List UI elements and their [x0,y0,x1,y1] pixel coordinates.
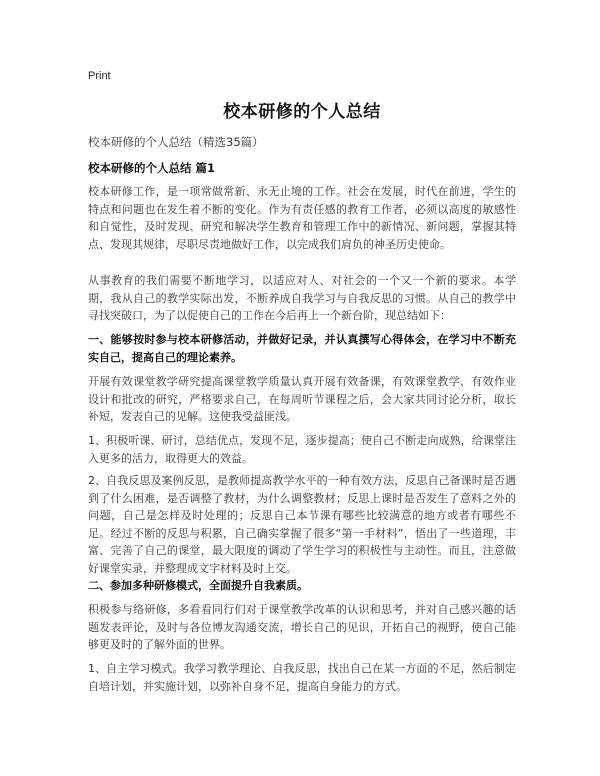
paragraph-item-1: 1、积极听课、研讨，总结优点，发现不足，逐步提高；使自己不断走向成熟，给课堂注入更多的活力，取得更大的效益。 [88,434,516,465]
document-subtitle: 校本研修的个人总结（精选35篇） [88,135,264,149]
heading-point-one: 一、能够按时参与校本研修活动，并做好记录，并认真撰写心得体会，在学习中不断充实自己，提高自己的理论素养。 [88,333,516,364]
print-label[interactable]: Print [88,70,111,82]
paragraph-intro: 校本研修工作，是一项常做常新、永无止境的工作。社会在发展，时代在前进，学生的特点和问题也在发生着不断的变化。作为有责任感的教育工作者，必须以高度的敏感性和自觉性，及时发现、研究和解决学生教育和管理工作中的新情况、新问题，掌握其特点、发现其规律，尽职尽责地做好工作，以完成我们肩负的神圣历史使命。 [88,185,516,251]
section-heading: 校本研修的个人总结 篇1 [88,161,216,175]
heading-point-two: 二、参加多种研修模式，全面提升自我素质。 [88,579,308,592]
paragraph-summary-intro: 从事教育的我们需要不断地学习，以适应对人、对社会的一个又一个新的要求。本学期，我从自己的教学实际出发，不断养成自我学习与自我反思的习惯。从自己的教学中寻找突破口，为了以促使自己的工作在今后再上一个新台阶，现总结如下： [88,274,516,322]
paragraph-item-2: 2、自我反思及案例反思，是教师提高教学水平的一种有效方法，反思自己备课时是否遇到了什么困难，是否调整了教材，为什么调整教材；反思上课时是否发生了意料之外的问题，自己是怎样及时处理的；反思自己本节课有哪些比较满意的地方或者有哪些不足。经过不断的反思与积累，自己确实掌握了很多“第一手材料”，悟出了一些道理，丰富、完善了自己的课堂，最大限度的调动了学生学习的积极性与主动性。而且，注意做好课堂实录，并整理成文字材料及时上交。 [88,474,516,575]
paragraph-effective-teaching: 开展有效课堂教学研究提高课堂教学质量认真开展有效备课，有效课堂教学、有效作业设计和批改的研究，严格要求自己，在每周听节课程之后，会大家共同讨论分析，取长补短，发表自己的见解。这使我受益匪浅。 [88,375,516,423]
document-title: 校本研修的个人总结 [223,102,381,122]
paragraph-online-research: 积极参与络研修，多看看同行们对于课堂教学改革的认识和思考，并对自己感兴趣的话题发表评论，及时与各位博友沟通交流，增长自己的见识，开拓自己的视野，使自己能够更及时的了解外面的世界。 [88,603,516,651]
paragraph-self-study: 1、自主学习模式。我学习教学理论、自我反思，找出自己在某一方面的不足，然后制定自培计划，并实施计划，以弥补自身不足，提高自身能力的方式。 [88,662,516,693]
